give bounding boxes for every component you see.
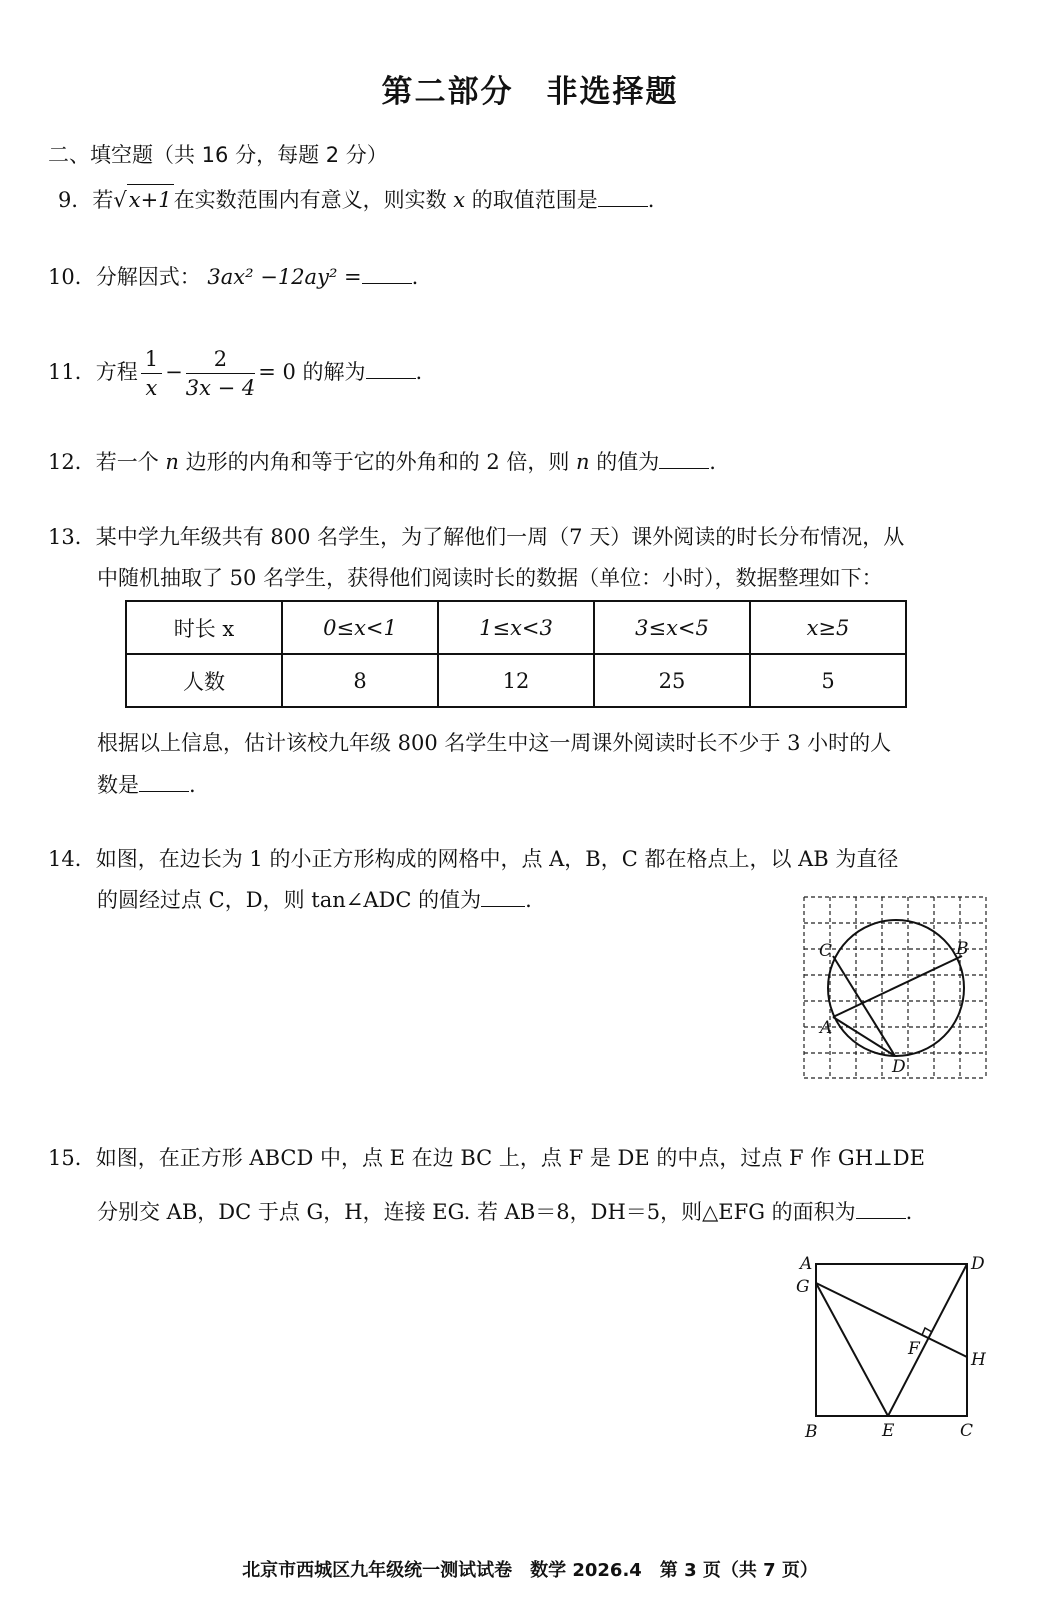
question-12: 12．若一个 n 边形的内角和等于它的外角和的 2 倍，则 n 的值为 . <box>48 450 716 474</box>
question-number: 9． <box>58 188 93 212</box>
table-cell: 人数 <box>126 654 282 707</box>
section-header: 二、填空题（共 16 分，每题 2 分） <box>48 143 388 167</box>
table-cell: 时长 x <box>126 601 282 654</box>
figure-lines <box>816 1264 967 1416</box>
point-label-b: B <box>956 939 969 959</box>
table-cell: 1≤x<3 <box>438 601 594 654</box>
answer-blank <box>362 263 412 284</box>
table-cell: 5 <box>750 654 906 707</box>
sqrt-expression: x+1 <box>127 184 174 215</box>
table-cell: x≥5 <box>750 601 906 654</box>
question-14-line2: 的圆经过点 C，D，则 tan∠ADC 的值为 . <box>97 888 532 912</box>
question-10: 10．分解因式： 3ax² −12ay² = . <box>48 265 419 289</box>
question-13: 13．某中学九年级共有 800 名学生，为了解他们一周（7 天）课外阅读的时长分布情况，从 <box>48 525 905 549</box>
point-label-f: F <box>908 1339 920 1359</box>
answer-blank <box>856 1198 906 1219</box>
point-label-d: D <box>971 1254 985 1274</box>
fraction: $\frac{2}{3x - 4}$ <box>185 347 256 400</box>
question-13-line4: 数是 . <box>97 773 196 797</box>
question-15: 15．如图，在正方形 ABCD 中，点 E 在边 BC 上，点 F 是 DE 的中点，过点 F 作 GH⊥DE <box>48 1146 925 1170</box>
question-14: 14．如图，在边长为 1 的小正方形构成的网格中，点 A，B，C 都在格点上，以 AB 为直径 <box>48 847 899 871</box>
point-label-a: A <box>820 1018 833 1038</box>
question-number: 14． <box>48 847 96 871</box>
square-figure <box>790 1250 1000 1450</box>
page-footer: 北京市西城区九年级统一测试试卷 数学 2026.4 第 3 页（共 7 页） <box>242 1560 818 1581</box>
question-13-line3: 根据以上信息，估计该校九年级 800 名学生中这一周课外阅读时长不少于 3 小时的人 <box>97 731 892 755</box>
question-number: 13． <box>48 525 96 549</box>
point-label-c: C <box>960 1421 974 1441</box>
table-cell: 3≤x<5 <box>594 601 750 654</box>
question-number: 15． <box>48 1146 96 1170</box>
table-cell: 8 <box>282 654 438 707</box>
table-cell: 12 <box>438 654 594 707</box>
point-label-b: B <box>805 1422 818 1442</box>
question-11: 11．方程 $\frac{1}{x}$ − $\frac{2}{3x - 4}$ = 0 的解为 . <box>48 347 423 400</box>
point-label-e: E <box>882 1421 895 1441</box>
answer-blank <box>139 771 189 792</box>
table-row <box>126 654 906 707</box>
page-title: 第二部分 非选择题 <box>381 74 679 110</box>
reading-time-table <box>125 600 907 708</box>
table-row <box>126 601 906 654</box>
answer-blank <box>366 358 416 379</box>
point-label-a: A <box>800 1254 813 1274</box>
answer-blank <box>481 886 525 907</box>
math-expression: 3ax² −12ay² = <box>207 265 362 289</box>
answer-blank <box>598 186 648 207</box>
answer-blank <box>659 448 709 469</box>
question-number: 12． <box>48 450 96 474</box>
question-number: 10． <box>48 265 96 289</box>
grid-circle-figure <box>795 890 995 1085</box>
question-15-line2: 分别交 AB，DC 于点 G，H，连接 EG. 若 AB＝8，DH＝5，则△EFG 的面积为 . <box>97 1200 913 1224</box>
question-13-line2: 中随机抽取了 50 名学生，获得他们阅读时长的数据（单位：小时），数据整理如下： <box>97 566 883 590</box>
question-9: 9．若√x+1在实数范围内有意义，则实数 x 的取值范围是 . <box>58 184 654 215</box>
point-label-g: G <box>796 1277 810 1297</box>
table-cell: 25 <box>594 654 750 707</box>
point-label-c: C <box>819 941 833 961</box>
point-label-h: H <box>971 1350 986 1370</box>
fraction: $\frac{1}{x}$ <box>141 345 162 402</box>
table-cell: 0≤x<1 <box>282 601 438 654</box>
point-label-d: D <box>892 1057 906 1077</box>
question-number: 11． <box>48 360 96 384</box>
